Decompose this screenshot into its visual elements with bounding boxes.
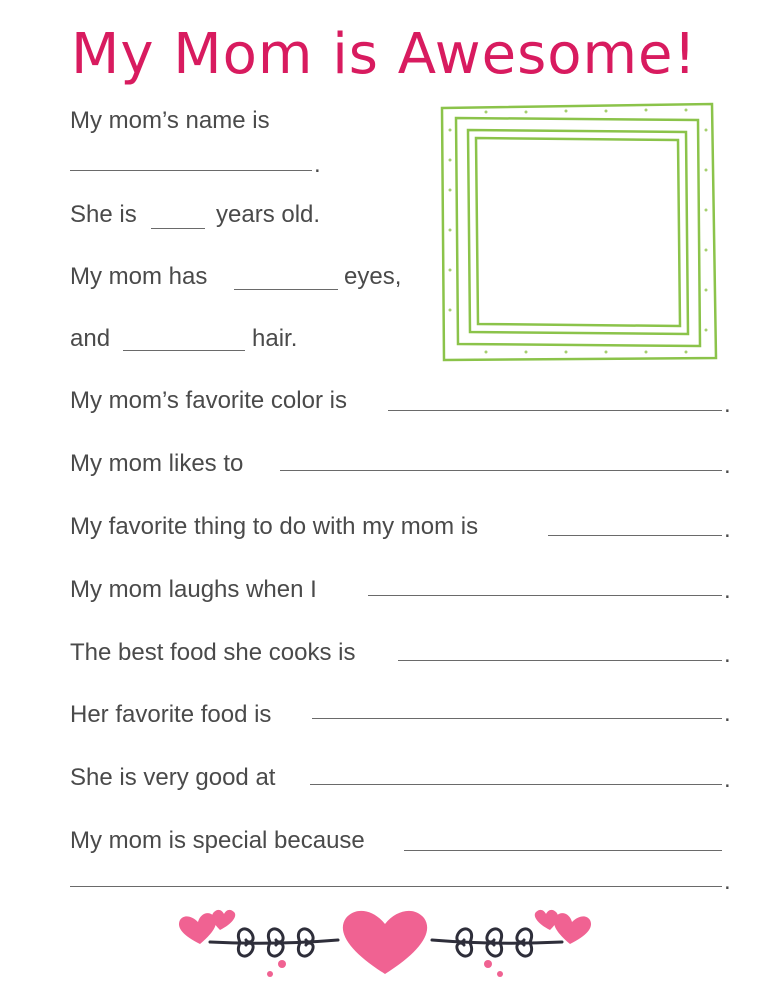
prompt-eyes-suffix: eyes, xyxy=(344,263,402,290)
food-cooks-blank[interactable] xyxy=(398,660,722,661)
prompt-laughs: My mom laughs when I xyxy=(70,576,317,603)
good-at-period: . xyxy=(724,766,731,793)
color-blank[interactable] xyxy=(388,410,722,411)
special-period: . xyxy=(724,868,731,895)
prompt-food-cooks: The best food she cooks is xyxy=(70,639,356,666)
food-cooks-period: . xyxy=(724,641,731,668)
favorite-thing-blank[interactable] xyxy=(548,535,722,536)
likes-period: . xyxy=(724,452,731,479)
special-blank-continued[interactable] xyxy=(70,886,722,887)
prompt-color: My mom’s favorite color is xyxy=(70,387,347,414)
good-at-blank[interactable] xyxy=(310,784,722,785)
favorite-thing-period: . xyxy=(724,516,731,543)
favorite-food-blank[interactable] xyxy=(312,718,722,719)
photo-frame-icon xyxy=(436,100,720,364)
prompt-age-suffix: years old. xyxy=(216,201,321,228)
prompt-special: My mom is special because xyxy=(70,827,365,854)
color-period: . xyxy=(724,391,731,418)
laughs-period: . xyxy=(724,577,731,604)
prompt-eyes: My mom has xyxy=(70,263,208,290)
likes-blank[interactable] xyxy=(280,470,722,471)
age-blank[interactable] xyxy=(151,228,205,229)
heart-vine-icon xyxy=(170,902,600,984)
prompt-favorite-food: Her favorite food is xyxy=(70,701,272,728)
name-blank[interactable] xyxy=(70,170,312,171)
eyes-blank[interactable] xyxy=(234,289,338,290)
prompt-favorite-thing: My favorite thing to do with my mom is xyxy=(70,513,479,540)
prompt-age: She is xyxy=(70,201,137,228)
prompt-good-at: She is very good at xyxy=(70,764,276,791)
special-blank[interactable] xyxy=(404,850,722,851)
page-title: My Mom is Awesome! xyxy=(71,22,697,87)
prompt-hair-suffix: hair. xyxy=(252,325,298,352)
favorite-food-period: . xyxy=(724,700,731,727)
prompt-likes: My mom likes to xyxy=(70,450,244,477)
laughs-blank[interactable] xyxy=(368,595,722,596)
prompt-name: My mom’s name is xyxy=(70,107,270,134)
prompt-hair: and xyxy=(70,325,111,352)
hair-blank[interactable] xyxy=(123,350,245,351)
name-period: . xyxy=(314,151,321,178)
